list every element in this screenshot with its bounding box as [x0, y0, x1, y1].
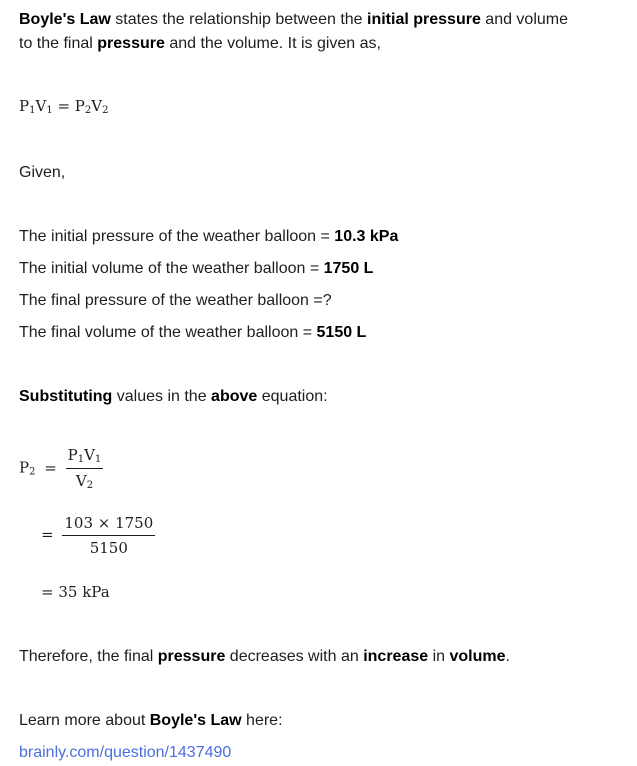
question-link-line: [19, 741, 231, 765]
brainly-question-link[interactable]: brainly.com/question/1437490: [19, 744, 232, 761]
solution-step-2: = $\frac{103 \times 1750}{5150}$: [41, 514, 154, 557]
intro-paragraph: Boyle's Law states the relationship between the initial pressure and volume to the final pressure and the volume. It is given as,: [19, 11, 569, 52]
substitute-paragraph: Substituting values in the above equation:: [19, 388, 328, 405]
given-label: Given,: [19, 164, 66, 181]
fraction-p1v1-over-v2: $\frac{P_1V_1}{V_2}$: [67, 446, 102, 491]
given-final-volume: The final volume of the weather balloon = 5150 L: [19, 324, 367, 341]
given-final-pressure: The final pressure of the weather balloon =?: [19, 292, 332, 309]
conclusion-paragraph: Therefore, the final pressure decreases with an increase in volume.: [19, 648, 510, 665]
intro-boyles-law: Boyle's Law: [19, 11, 111, 28]
solution-result: = 35 kPa: [41, 583, 110, 601]
given-initial-pressure: The initial pressure of the weather balloon = 10.3 kPa: [19, 228, 399, 245]
learn-more-paragraph: Learn more about Boyle's Law here:: [19, 712, 283, 729]
solution-step-1: $P_2$ = $\frac{P_1V_1}{V_2}$: [19, 446, 102, 491]
boyles-law-equation: $P_1V_1 = P_2V_2$: [19, 97, 109, 116]
given-initial-volume: The initial volume of the weather balloon = 1750 L: [19, 260, 374, 277]
fraction-numeric: $\frac{103 \times 1750}{5150}$: [64, 514, 154, 557]
